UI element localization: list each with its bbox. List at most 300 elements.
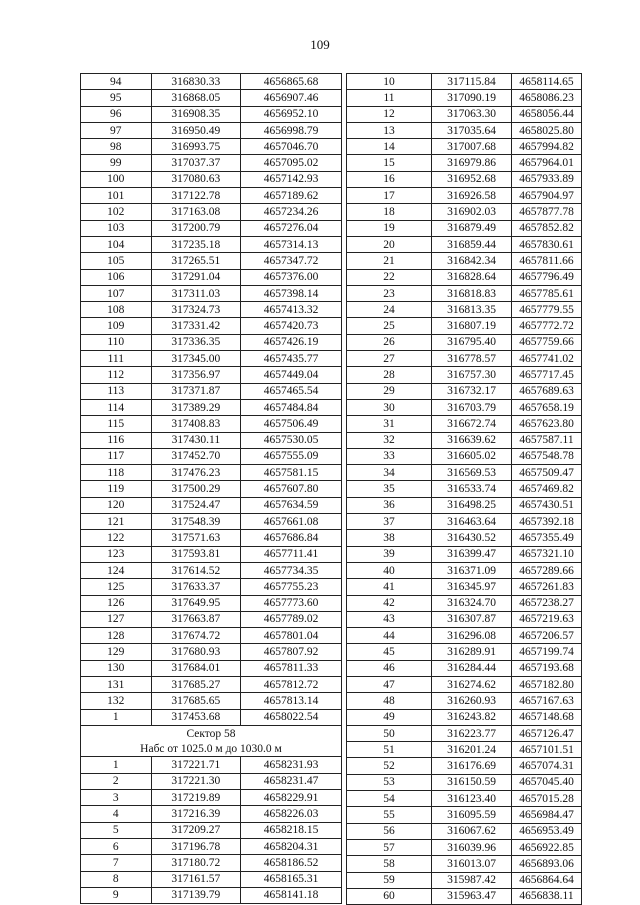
x-coordinate: 317593.81 (151, 546, 241, 562)
y-coordinate: 4657420.73 (241, 318, 342, 334)
table-row (81, 74, 342, 90)
y-coordinate: 4657686.84 (241, 530, 342, 546)
x-coordinate: 317684.01 (151, 660, 241, 676)
y-coordinate: 4657711.41 (241, 546, 342, 562)
point-number: 40 (347, 562, 432, 578)
y-coordinate: 4657074.31 (512, 758, 582, 774)
x-coordinate: 317452.70 (151, 448, 241, 464)
y-coordinate: 4657717.45 (512, 367, 582, 383)
x-coordinate: 317080.63 (151, 171, 241, 187)
point-number: 22 (347, 269, 432, 285)
point-number: 25 (347, 318, 432, 334)
x-coordinate: 316371.09 (432, 562, 512, 578)
point-number: 48 (347, 693, 432, 709)
y-coordinate: 4657167.63 (512, 693, 582, 709)
table-row (347, 872, 582, 888)
table-row (347, 693, 582, 709)
x-coordinate: 316067.62 (432, 823, 512, 839)
y-coordinate: 4657759.66 (512, 334, 582, 350)
point-number: 9 (81, 887, 152, 903)
y-coordinate: 4657142.93 (241, 171, 342, 187)
point-number: 126 (81, 595, 152, 611)
x-coordinate: 316296.08 (432, 628, 512, 644)
table-row (81, 367, 342, 383)
table-row (81, 90, 342, 106)
point-number: 44 (347, 628, 432, 644)
x-coordinate: 316274.62 (432, 676, 512, 692)
x-coordinate: 317200.79 (151, 220, 241, 236)
y-coordinate: 4658114.65 (512, 74, 582, 90)
table-row (347, 579, 582, 595)
table-row (81, 399, 342, 415)
point-number: 94 (81, 74, 152, 90)
x-coordinate: 317663.87 (151, 611, 241, 627)
y-coordinate: 4658186.52 (241, 855, 342, 871)
point-number: 121 (81, 514, 152, 530)
y-coordinate: 4658025.80 (512, 122, 582, 138)
y-coordinate: 4657484.84 (241, 399, 342, 415)
x-coordinate: 317035.64 (432, 122, 512, 138)
y-coordinate: 4657435.77 (241, 351, 342, 367)
table-row (81, 562, 342, 578)
y-coordinate: 4657289.66 (512, 562, 582, 578)
table-row (81, 253, 342, 269)
y-coordinate: 4657193.68 (512, 660, 582, 676)
x-coordinate: 315987.42 (432, 872, 512, 888)
point-number: 114 (81, 399, 152, 415)
y-coordinate: 4656893.06 (512, 856, 582, 872)
table-row (81, 383, 342, 399)
x-coordinate: 317430.11 (151, 432, 241, 448)
point-number: 112 (81, 367, 152, 383)
table-row (81, 838, 342, 854)
x-coordinate: 317324.73 (151, 302, 241, 318)
x-coordinate: 315963.47 (432, 888, 512, 904)
table-row (81, 822, 342, 838)
table-row (347, 562, 582, 578)
point-number: 102 (81, 204, 152, 220)
point-number: 41 (347, 579, 432, 595)
point-number: 116 (81, 432, 152, 448)
y-coordinate: 4657398.14 (241, 285, 342, 301)
point-number: 51 (347, 742, 432, 758)
table-row (347, 74, 582, 90)
point-number: 7 (81, 855, 152, 871)
y-coordinate: 4657852.82 (512, 220, 582, 236)
table-row (347, 546, 582, 562)
y-coordinate: 4657261.83 (512, 579, 582, 595)
x-coordinate: 317649.95 (151, 595, 241, 611)
table-row (81, 432, 342, 448)
point-number: 108 (81, 302, 152, 318)
table-row (347, 481, 582, 497)
point-number: 59 (347, 872, 432, 888)
table-row (347, 106, 582, 122)
table-row (347, 399, 582, 415)
point-number: 15 (347, 155, 432, 171)
x-coordinate: 316039.96 (432, 839, 512, 855)
table-row (347, 139, 582, 155)
x-coordinate: 317007.68 (432, 139, 512, 155)
table-row (81, 709, 342, 725)
y-coordinate: 4657413.32 (241, 302, 342, 318)
point-number: 109 (81, 318, 152, 334)
x-coordinate: 316795.40 (432, 334, 512, 350)
x-coordinate: 316307.87 (432, 611, 512, 627)
table-row (347, 367, 582, 383)
x-coordinate: 316243.82 (432, 709, 512, 725)
point-number: 1 (81, 709, 152, 725)
y-coordinate: 4657779.55 (512, 302, 582, 318)
y-coordinate: 4658231.47 (241, 773, 342, 789)
table-row (347, 90, 582, 106)
point-number: 131 (81, 676, 152, 692)
y-coordinate: 4657238.27 (512, 595, 582, 611)
point-number: 105 (81, 253, 152, 269)
y-coordinate: 4657811.66 (512, 253, 582, 269)
x-coordinate: 317614.52 (151, 562, 241, 578)
y-coordinate: 4657392.18 (512, 514, 582, 530)
table-row (81, 790, 342, 806)
point-number: 45 (347, 644, 432, 660)
x-coordinate: 316979.86 (432, 155, 512, 171)
point-number: 24 (347, 302, 432, 318)
y-coordinate: 4656907.46 (241, 90, 342, 106)
y-coordinate: 4657506.49 (241, 416, 342, 432)
table-row (347, 888, 582, 904)
table-row (347, 253, 582, 269)
x-coordinate: 317680.93 (151, 644, 241, 660)
point-number: 6 (81, 838, 152, 854)
x-coordinate: 316289.91 (432, 644, 512, 660)
x-coordinate: 317685.65 (151, 693, 241, 709)
x-coordinate: 316952.68 (432, 171, 512, 187)
sector-subtitle-row (81, 741, 342, 757)
y-coordinate: 4657449.04 (241, 367, 342, 383)
point-number: 27 (347, 351, 432, 367)
point-number: 54 (347, 791, 432, 807)
point-number: 103 (81, 220, 152, 236)
x-coordinate: 316324.70 (432, 595, 512, 611)
x-coordinate: 317500.29 (151, 481, 241, 497)
x-coordinate: 317371.87 (151, 383, 241, 399)
table-row (347, 383, 582, 399)
x-coordinate: 316926.58 (432, 188, 512, 204)
y-coordinate: 4657581.15 (241, 465, 342, 481)
point-number: 56 (347, 823, 432, 839)
table-row (81, 497, 342, 513)
x-coordinate: 316123.40 (432, 791, 512, 807)
point-number: 11 (347, 90, 432, 106)
table-row (81, 693, 342, 709)
x-coordinate: 317389.29 (151, 399, 241, 415)
x-coordinate: 316533.74 (432, 481, 512, 497)
x-coordinate: 316879.49 (432, 220, 512, 236)
x-coordinate: 316868.05 (151, 90, 241, 106)
point-number: 20 (347, 236, 432, 252)
table-row (81, 660, 342, 676)
table-row (81, 595, 342, 611)
table-row (81, 285, 342, 301)
table-row (81, 481, 342, 497)
x-coordinate: 316902.03 (432, 204, 512, 220)
point-number: 38 (347, 530, 432, 546)
point-number: 107 (81, 285, 152, 301)
y-coordinate: 4657607.80 (241, 481, 342, 497)
table-row (347, 269, 582, 285)
x-coordinate: 317163.08 (151, 204, 241, 220)
x-coordinate: 316260.93 (432, 693, 512, 709)
table-row (347, 676, 582, 692)
point-number: 4 (81, 806, 152, 822)
y-coordinate: 4657376.00 (241, 269, 342, 285)
y-coordinate: 4657587.11 (512, 432, 582, 448)
point-number: 1 (81, 757, 152, 773)
right-coordinates-table (346, 73, 582, 905)
y-coordinate: 4657126.47 (512, 725, 582, 741)
y-coordinate: 4658231.93 (241, 757, 342, 773)
point-number: 21 (347, 253, 432, 269)
table-row (81, 871, 342, 887)
table-row (347, 448, 582, 464)
y-coordinate: 4657548.78 (512, 448, 582, 464)
point-number: 117 (81, 448, 152, 464)
x-coordinate: 316430.52 (432, 530, 512, 546)
x-coordinate: 317115.84 (432, 74, 512, 90)
point-number: 42 (347, 595, 432, 611)
x-coordinate: 317235.18 (151, 236, 241, 252)
table-row (347, 188, 582, 204)
point-number: 53 (347, 774, 432, 790)
y-coordinate: 4657015.28 (512, 791, 582, 807)
y-coordinate: 4656922.85 (512, 839, 582, 855)
y-coordinate: 4657276.04 (241, 220, 342, 236)
x-coordinate: 317345.00 (151, 351, 241, 367)
point-number: 132 (81, 693, 152, 709)
y-coordinate: 4657807.92 (241, 644, 342, 660)
y-coordinate: 4656953.49 (512, 823, 582, 839)
x-coordinate: 317476.23 (151, 465, 241, 481)
table-row (81, 628, 342, 644)
y-coordinate: 4658229.91 (241, 790, 342, 806)
point-number: 60 (347, 888, 432, 904)
table-row (347, 432, 582, 448)
x-coordinate: 317196.78 (151, 838, 241, 854)
point-number: 101 (81, 188, 152, 204)
y-coordinate: 4658141.18 (241, 887, 342, 903)
y-coordinate: 4657182.80 (512, 676, 582, 692)
y-coordinate: 4657095.02 (241, 155, 342, 171)
x-coordinate: 317408.83 (151, 416, 241, 432)
table-row (347, 839, 582, 855)
table-row (81, 806, 342, 822)
point-number: 8 (81, 871, 152, 887)
x-coordinate: 317063.30 (432, 106, 512, 122)
y-coordinate: 4656864.64 (512, 872, 582, 888)
point-number: 127 (81, 611, 152, 627)
table-row (81, 416, 342, 432)
x-coordinate: 317221.71 (151, 757, 241, 773)
y-coordinate: 4657789.02 (241, 611, 342, 627)
x-coordinate: 316345.97 (432, 579, 512, 595)
page-number: 109 (310, 37, 330, 52)
table-row (347, 709, 582, 725)
y-coordinate: 4657189.62 (241, 188, 342, 204)
x-coordinate: 317122.78 (151, 188, 241, 204)
point-number: 130 (81, 660, 152, 676)
y-coordinate: 4658218.15 (241, 822, 342, 838)
y-coordinate: 4657755.23 (241, 579, 342, 595)
point-number: 26 (347, 334, 432, 350)
point-number: 128 (81, 628, 152, 644)
table-row (347, 318, 582, 334)
x-coordinate: 317139.79 (151, 887, 241, 903)
point-number: 97 (81, 122, 152, 138)
y-coordinate: 4656838.11 (512, 888, 582, 904)
point-number: 99 (81, 155, 152, 171)
table-row (81, 611, 342, 627)
y-coordinate: 4657830.61 (512, 236, 582, 252)
x-coordinate: 316778.57 (432, 351, 512, 367)
y-coordinate: 4657555.09 (241, 448, 342, 464)
table-row (81, 334, 342, 350)
y-coordinate: 4657634.59 (241, 497, 342, 513)
x-coordinate: 316993.75 (151, 139, 241, 155)
x-coordinate: 316569.53 (432, 465, 512, 481)
y-coordinate: 4658086.23 (512, 90, 582, 106)
point-number: 12 (347, 106, 432, 122)
table-row (347, 856, 582, 872)
point-number: 113 (81, 383, 152, 399)
table-row (81, 465, 342, 481)
y-coordinate: 4657046.70 (241, 139, 342, 155)
point-number: 3 (81, 790, 152, 806)
table-row (81, 122, 342, 138)
sector-title: Сектор 58 (81, 725, 342, 741)
point-number: 52 (347, 758, 432, 774)
y-coordinate: 4657430.51 (512, 497, 582, 513)
point-number: 46 (347, 660, 432, 676)
point-number: 17 (347, 188, 432, 204)
table-row (347, 220, 582, 236)
x-coordinate: 317219.89 (151, 790, 241, 806)
table-row (81, 855, 342, 871)
point-number: 43 (347, 611, 432, 627)
point-number: 106 (81, 269, 152, 285)
table-row (81, 220, 342, 236)
table-row (347, 791, 582, 807)
sector-subtitle: Набс от 1025.0 м до 1030.0 м (81, 741, 342, 757)
y-coordinate: 4658226.03 (241, 806, 342, 822)
table-row (81, 106, 342, 122)
x-coordinate: 316284.44 (432, 660, 512, 676)
x-coordinate: 316498.25 (432, 497, 512, 513)
x-coordinate: 316757.30 (432, 367, 512, 383)
table-row (81, 269, 342, 285)
point-number: 58 (347, 856, 432, 872)
point-number: 14 (347, 139, 432, 155)
table-row (347, 807, 582, 823)
x-coordinate: 317548.39 (151, 514, 241, 530)
x-coordinate: 317180.72 (151, 855, 241, 871)
table-row (347, 334, 582, 350)
table-row (347, 155, 582, 171)
x-coordinate: 317037.37 (151, 155, 241, 171)
y-coordinate: 4657658.19 (512, 399, 582, 415)
y-coordinate: 4657813.14 (241, 693, 342, 709)
point-number: 18 (347, 204, 432, 220)
x-coordinate: 317161.57 (151, 871, 241, 887)
y-coordinate: 4657812.72 (241, 676, 342, 692)
y-coordinate: 4657933.89 (512, 171, 582, 187)
table-row (81, 676, 342, 692)
table-row (347, 514, 582, 530)
y-coordinate: 4657772.72 (512, 318, 582, 334)
x-coordinate: 317356.97 (151, 367, 241, 383)
y-coordinate: 4657623.80 (512, 416, 582, 432)
point-number: 119 (81, 481, 152, 497)
x-coordinate: 316672.74 (432, 416, 512, 432)
x-coordinate: 316605.02 (432, 448, 512, 464)
table-row (347, 302, 582, 318)
table-row (81, 351, 342, 367)
y-coordinate: 4657206.57 (512, 628, 582, 644)
table-row (347, 465, 582, 481)
x-coordinate: 316813.35 (432, 302, 512, 318)
table-row (347, 742, 582, 758)
x-coordinate: 317265.51 (151, 253, 241, 269)
point-number: 5 (81, 822, 152, 838)
point-number: 29 (347, 383, 432, 399)
table-row (81, 546, 342, 562)
table-row (81, 236, 342, 252)
y-coordinate: 4657234.26 (241, 204, 342, 220)
point-number: 39 (347, 546, 432, 562)
point-number: 100 (81, 171, 152, 187)
table-row (347, 595, 582, 611)
y-coordinate: 4657530.05 (241, 432, 342, 448)
point-number: 111 (81, 351, 152, 367)
x-coordinate: 317209.27 (151, 822, 241, 838)
point-number: 96 (81, 106, 152, 122)
y-coordinate: 4657199.74 (512, 644, 582, 660)
y-coordinate: 4657321.10 (512, 546, 582, 562)
y-coordinate: 4657796.49 (512, 269, 582, 285)
left-coordinates-table (80, 73, 342, 904)
y-coordinate: 4657773.60 (241, 595, 342, 611)
y-coordinate: 4657045.40 (512, 774, 582, 790)
x-coordinate: 317336.35 (151, 334, 241, 350)
x-coordinate: 316908.35 (151, 106, 241, 122)
x-coordinate: 317331.42 (151, 318, 241, 334)
table-row (81, 757, 342, 773)
point-number: 118 (81, 465, 152, 481)
x-coordinate: 317291.04 (151, 269, 241, 285)
point-number: 23 (347, 285, 432, 301)
point-number: 115 (81, 416, 152, 432)
table-row (81, 318, 342, 334)
table-row (81, 644, 342, 660)
point-number: 49 (347, 709, 432, 725)
table-row (81, 204, 342, 220)
x-coordinate: 317571.63 (151, 530, 241, 546)
table-row (81, 155, 342, 171)
table-row (347, 497, 582, 513)
x-coordinate: 316013.07 (432, 856, 512, 872)
point-number: 110 (81, 334, 152, 350)
x-coordinate: 316201.24 (432, 742, 512, 758)
point-number: 33 (347, 448, 432, 464)
